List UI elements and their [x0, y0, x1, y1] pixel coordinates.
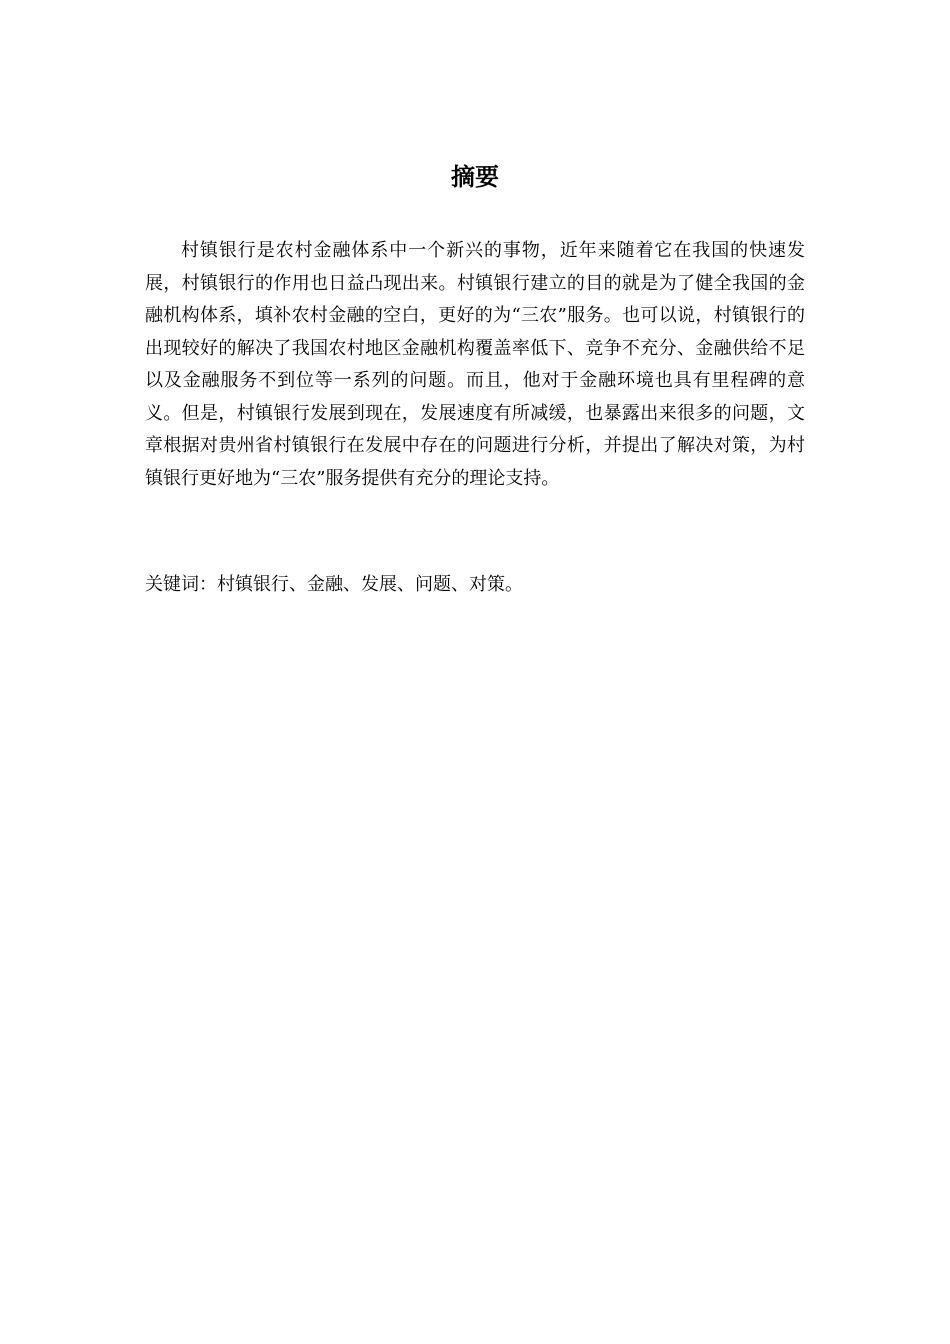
- page-title: 摘要: [451, 163, 499, 191]
- abstract-paragraph: 村镇银行是农村金融体系中一个新兴的事物，近年来随着它在我国的快速发展，村镇银行的作用也日益凸现出来。村镇银行建立的目的就是为了健全我国的金融机构体系，填补农村金融的空白，更好的为“三农”服务。也可以说，村镇银行的出现较好的解决了我国农村地区金融机构覆盖率低下、竞争不充分、金融供给不足以及金融服务不到位等一系列的问题。而且，他对于金融环境也具有里程碑的意义。但是，村镇银行发展到现在，发展速度有所减缓，也暴露出来很多的问题，文章根据对贵州省村镇银行在发展中存在的问题进行分析，并提出了解决对策，为村镇银行更好地为“三农”服务提供有充分的理论支持。: [145, 240, 805, 489]
- keywords-line: 关键词：村镇银行、金融、发展、问题、对策。: [145, 574, 523, 595]
